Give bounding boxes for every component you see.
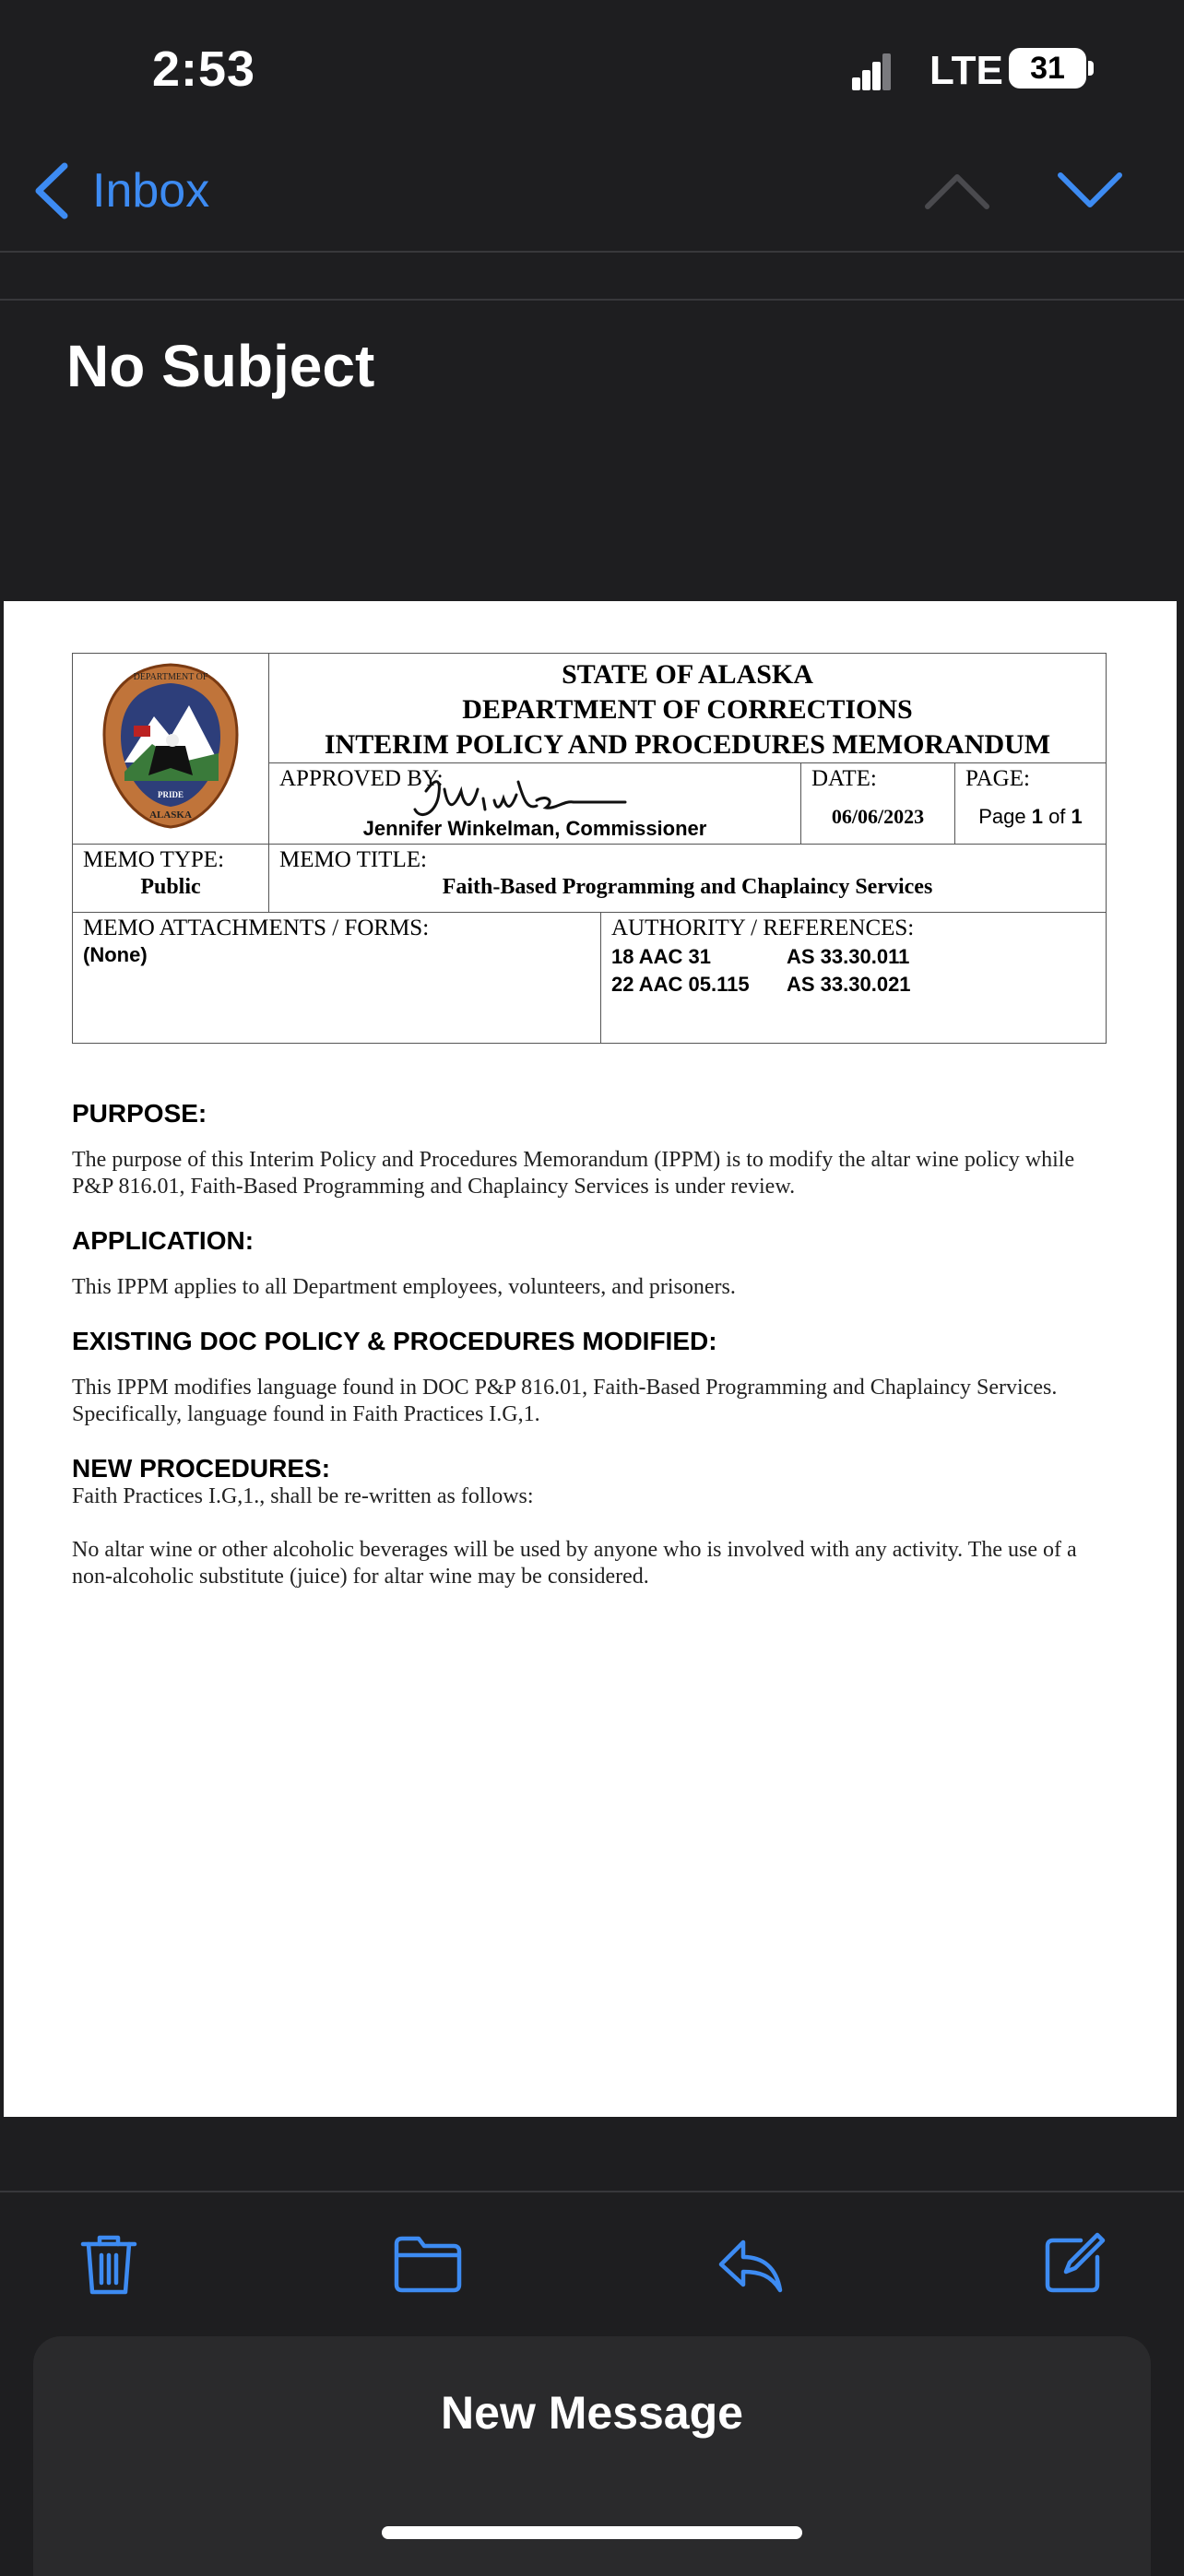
home-indicator[interactable] — [382, 2526, 802, 2539]
new-procedures-section — [72, 1454, 1107, 1590]
compose-icon[interactable] — [1040, 2231, 1107, 2298]
logo-text-top: DEPARTMENT OF — [133, 672, 208, 682]
authority-list — [602, 943, 1105, 998]
section-heading: NEW PROCEDURES: — [72, 1454, 331, 1483]
bottom-toolbar — [0, 2189, 1184, 2327]
memo-type: Public — [140, 875, 201, 899]
section-paragraph: Faith Practices I.G,1., shall be re-written as follows: — [72, 1484, 534, 1508]
section-heading: EXISTING DOC POLICY & PROCEDURES MODIFIED: — [72, 1327, 717, 1355]
chevron-left-icon — [33, 162, 70, 219]
memo-header-title — [269, 654, 1107, 763]
trash-icon[interactable] — [76, 2231, 142, 2298]
divider — [0, 299, 1184, 301]
network-type: LTE — [929, 48, 1003, 93]
authority-row: 22 AAC 05.115 AS 33.30.021 — [611, 973, 911, 996]
status-time: 2:53 — [152, 41, 256, 97]
reply-icon[interactable] — [716, 2231, 784, 2298]
header-line: DEPARTMENT OF CORRECTIONS — [462, 694, 913, 725]
authority-cell — [601, 913, 1107, 1044]
memo-references-table — [72, 912, 1107, 1044]
previous-message-chevron-up-icon[interactable] — [922, 168, 992, 214]
email-subject: No Subject — [66, 333, 375, 399]
memo-title: Faith-Based Programming and Chaplaincy Services — [442, 875, 933, 899]
new-message-title[interactable]: New Message — [441, 2387, 743, 2439]
section-heading: APPLICATION: — [72, 1226, 255, 1255]
purpose-section — [72, 1099, 1107, 1200]
section-heading: PURPOSE: — [72, 1099, 207, 1128]
application-section — [72, 1226, 1107, 1301]
section-paragraph: The purpose of this Interim Policy and Procedures Memorandum (IPPM) is to modify the altar wine policy while P&P 816.01, Faith-Based Programming and Chaplaincy Services is under review. — [72, 1148, 1075, 1199]
approved-by-cell — [269, 763, 801, 845]
back-label: Inbox — [92, 164, 210, 218]
section-paragraph: This IPPM applies to all Department employees, volunteers, and prisoners. — [72, 1275, 736, 1299]
back-button[interactable] — [33, 159, 209, 223]
memo-title-cell — [269, 845, 1107, 913]
battery-tip — [1088, 61, 1094, 76]
date-label: DATE: — [811, 766, 877, 791]
memo-type-cell — [73, 845, 269, 913]
memo-date: 06/06/2023 — [831, 805, 925, 828]
next-message-chevron-down-icon[interactable] — [1055, 168, 1125, 214]
attachments-cell — [73, 913, 601, 1044]
authority-row: 18 AAC 31 AS 33.30.011 — [611, 945, 910, 968]
approved-by-label: APPROVED BY: — [279, 766, 444, 791]
section-paragraph: This IPPM modifies language found in DOC P&P 816.01, Faith-Based Programming and Chaplaincy Services. Specifically, language found in Faith Practices I.G,1. — [72, 1376, 1058, 1426]
logo-text-center: PRIDE — [157, 790, 184, 799]
attachments-label: MEMO ATTACHMENTS / FORMS: — [83, 916, 430, 940]
memo-title-label: MEMO TITLE: — [279, 847, 427, 872]
doc-seal-logo — [97, 661, 244, 831]
cell-signal-icon — [852, 53, 891, 90]
authority-label: AUTHORITY / REFERENCES: — [611, 916, 915, 940]
date-cell — [801, 763, 955, 845]
memo-header-table — [72, 653, 1107, 913]
page-indicator: Page 1 of 1 — [978, 805, 1083, 828]
memo-attachment[interactable] — [4, 601, 1177, 2117]
attachments-value: (None) — [83, 943, 148, 966]
divider — [0, 251, 1184, 253]
new-message-sheet[interactable] — [33, 2336, 1151, 2576]
doc-logo-cell — [73, 654, 269, 845]
section-paragraph: No altar wine or other alcoholic beverages will be used by anyone who is involved with any activity. The use of a non-alcoholic substitute (juice) for altar wine may be considered. — [72, 1538, 1077, 1589]
divider — [0, 2191, 1184, 2192]
header-line: INTERIM POLICY AND PROCEDURES MEMORANDUM — [324, 729, 1051, 760]
memo-type-label: MEMO TYPE: — [83, 847, 225, 872]
page-label: PAGE: — [965, 766, 1030, 791]
existing-policy-section — [72, 1327, 1107, 1428]
folder-icon[interactable] — [393, 2231, 463, 2298]
approver-name: Jennifer Winkelman, Commissioner — [362, 817, 707, 840]
logo-text-bottom: ALASKA — [149, 809, 192, 821]
battery-icon: 31 — [1009, 48, 1086, 89]
page-cell — [955, 763, 1107, 845]
header-line: STATE OF ALASKA — [562, 659, 813, 690]
